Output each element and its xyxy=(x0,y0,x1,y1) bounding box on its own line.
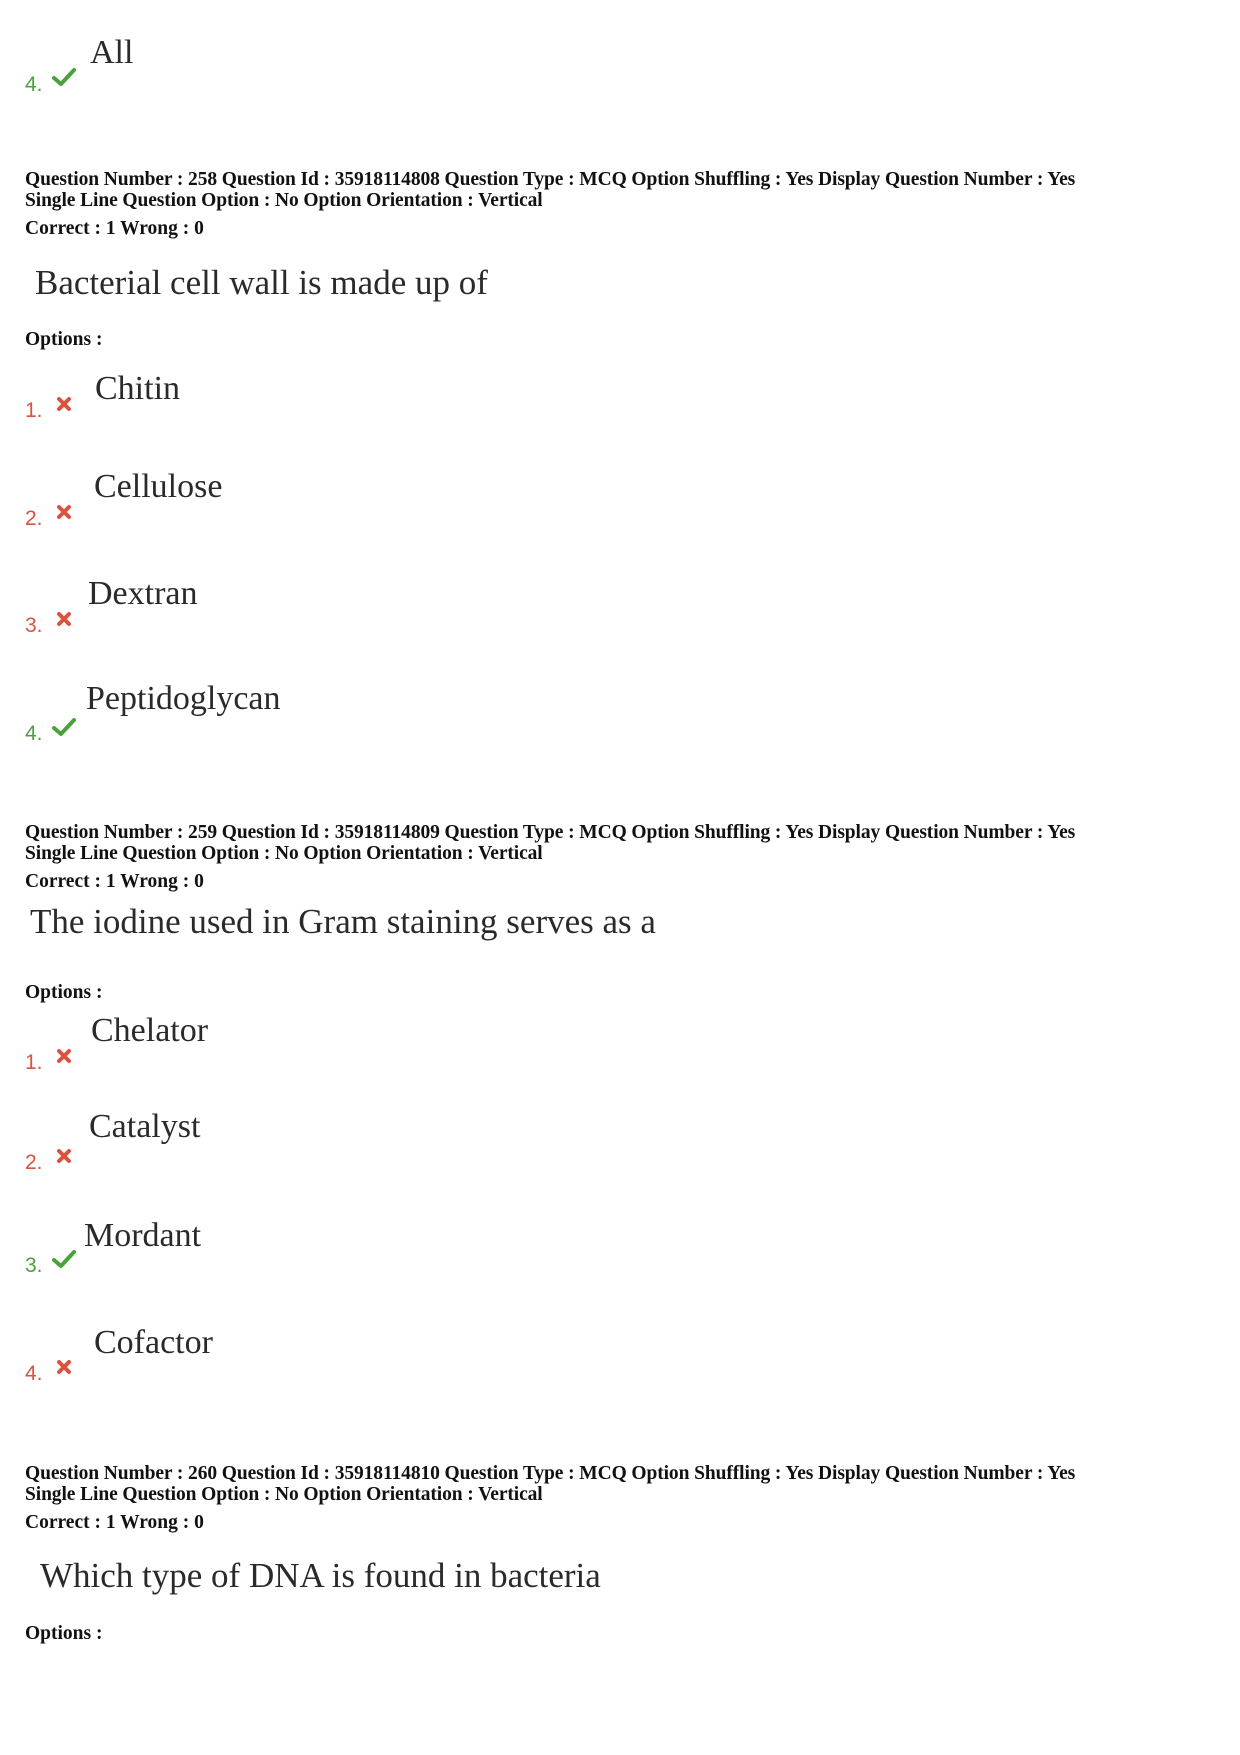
question-text: Bacterial cell wall is made up of xyxy=(35,263,488,302)
option-item xyxy=(0,1012,400,1082)
option-item xyxy=(0,1108,400,1178)
check-icon xyxy=(52,717,72,737)
option-item xyxy=(0,575,400,645)
previous-question-option-4 xyxy=(0,30,300,100)
cross-icon xyxy=(56,396,76,416)
option-number: 3. xyxy=(25,614,43,637)
question-meta xyxy=(25,822,1075,864)
option-number: 3. xyxy=(25,1254,43,1277)
option-text: Catalyst xyxy=(89,1108,201,1145)
cross-icon xyxy=(56,504,76,524)
cross-icon xyxy=(56,1148,76,1168)
option-item xyxy=(0,468,400,538)
option-number: 2. xyxy=(25,1151,43,1174)
question-score: Correct : 1 Wrong : 0 xyxy=(25,218,204,239)
option-item xyxy=(0,1217,400,1287)
option-number: 1. xyxy=(25,1051,43,1074)
option-number: 4. xyxy=(25,1362,43,1385)
option-number: 4. xyxy=(25,722,43,745)
option-item xyxy=(0,1324,400,1394)
options-label: Options : xyxy=(25,982,103,1003)
check-icon xyxy=(52,67,72,87)
options-label: Options : xyxy=(25,1623,103,1644)
option-text: Chelator xyxy=(91,1012,209,1049)
question-meta-line-2: Single Line Question Option : No Option Orientation : Vertical xyxy=(25,190,543,211)
cross-icon xyxy=(56,1359,76,1379)
cross-icon xyxy=(56,611,76,631)
question-meta-line-1: Question Number : 258 Question Id : 35918114808 Question Type : MCQ Option Shuffling : Yes Display Question Number : Yes xyxy=(25,169,1076,190)
question-meta-line-2: Single Line Question Option : No Option Orientation : Vertical xyxy=(25,1484,543,1505)
question-score: Correct : 1 Wrong : 0 xyxy=(25,871,204,892)
option-item xyxy=(0,370,400,440)
option-number: 2. xyxy=(25,507,43,530)
question-meta-line-2: Single Line Question Option : No Option Orientation : Vertical xyxy=(25,843,543,864)
question-meta xyxy=(25,1463,1075,1505)
question-meta-line-1: Question Number : 260 Question Id : 35918114810 Question Type : MCQ Option Shuffling : Yes Display Question Number : Yes xyxy=(25,1463,1076,1484)
question-meta xyxy=(25,169,1075,211)
question-meta-line-1: Question Number : 259 Question Id : 35918114809 Question Type : MCQ Option Shuffling : Yes Display Question Number : Yes xyxy=(25,822,1076,843)
option-text: All xyxy=(90,34,134,71)
question-text: Which type of DNA is found in bacteria xyxy=(40,1556,601,1595)
options-label: Options : xyxy=(25,329,103,350)
option-text: Peptidoglycan xyxy=(86,680,281,717)
check-icon xyxy=(52,1249,72,1269)
option-text: Cofactor xyxy=(94,1324,213,1361)
option-text: Dextran xyxy=(88,575,198,612)
question-score: Correct : 1 Wrong : 0 xyxy=(25,1512,204,1533)
option-text: Mordant xyxy=(84,1217,202,1254)
question-text: The iodine used in Gram staining serves as a xyxy=(30,902,656,941)
option-number: 1. xyxy=(25,399,43,422)
option-number: 4. xyxy=(25,73,43,96)
option-text: Cellulose xyxy=(94,468,223,505)
cross-icon xyxy=(56,1048,76,1068)
option-text: Chitin xyxy=(95,370,181,407)
option-item xyxy=(0,680,400,750)
